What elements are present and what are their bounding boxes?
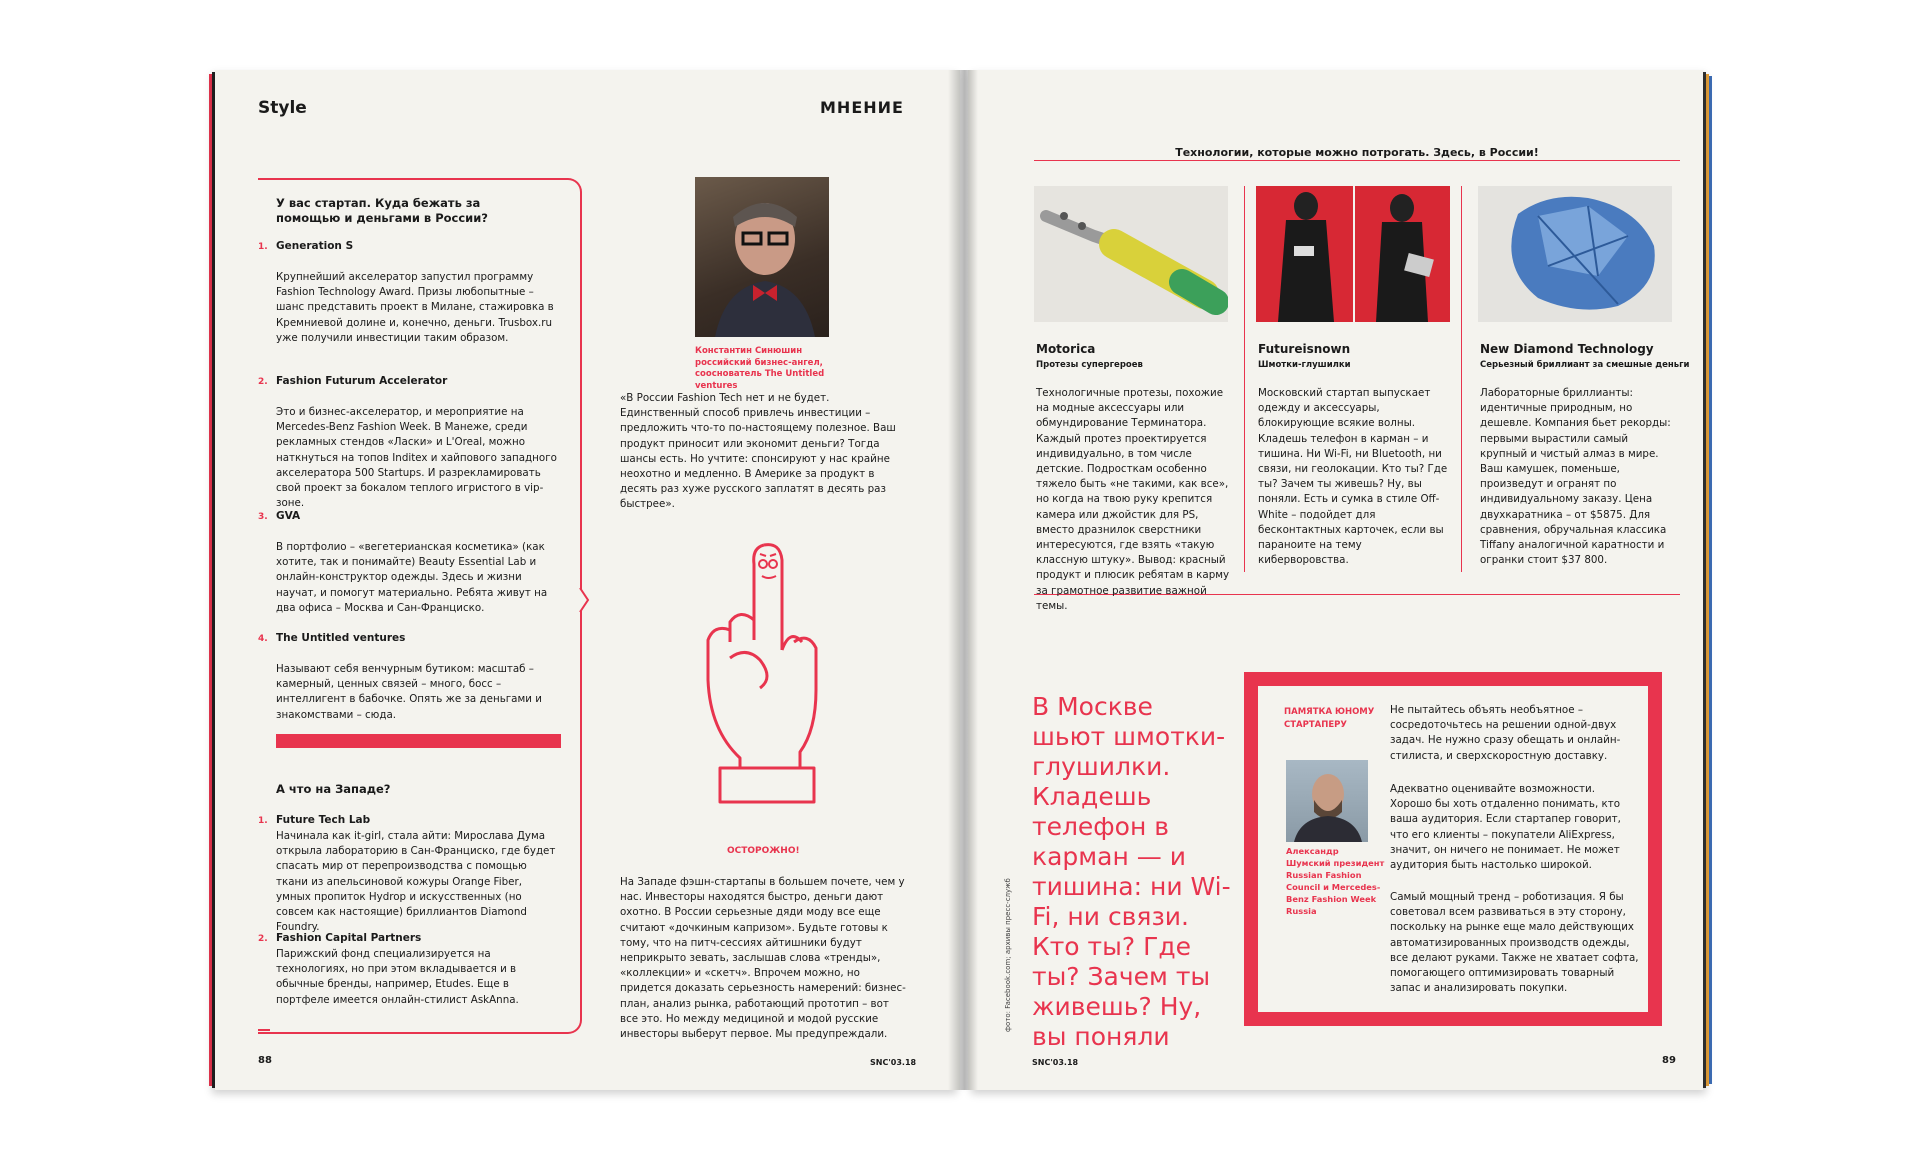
memo-paragraph: Самый мощный тренд – роботизация. Я бы советовал всем развиваться в эту сторону, поскольку на рынке еще мало действующих автоматизированных производств одежды, все делают руками. Также не хватает софта, помогающего оптимизировать товарный запас и анализировать покупки.: [1390, 891, 1639, 995]
item-name: Generation S: [276, 240, 354, 252]
west-list: [258, 814, 563, 1012]
list-number: 4.: [258, 634, 268, 644]
column-divider: [1244, 186, 1245, 572]
product-text: Московский стартап выпускает одежду и аксессуары, блокирующие всякие волны. Кладешь телефон в карман – и тишина. Ни Wi-Fi, ни Bluetooth, ни связи, ни геолокации. Кто ты? Где ты? Зачем ты живешь? Ну, вы поняли. Есть и сумка в стиле Off-White – подойдет для бесконтактных карточек, если вы параноите на тему киберворовства.: [1258, 387, 1448, 567]
item-text: В портфолио – «вегетерианская косметика» (как хотите, так и понимайте) Beauty Essential Lab и онлайн-конструктор одежды. Здесь и жизни научат, и помогут материально. Ребята живут на два офиса – Москва и Сан-Франциско.: [276, 541, 548, 614]
product-name: Futureisnown: [1258, 342, 1351, 356]
memo-title: ПАМЯТКА ЮНОМУ СТАРТАПЕРУ: [1284, 707, 1375, 730]
bracket-foot: [258, 1029, 270, 1031]
futureisnown-image: [1256, 186, 1450, 322]
product-name: Motorica: [1036, 342, 1096, 356]
item-text: Парижский фонд специализируется на технологиях, но при этом вкладывается и в обычные бренды, например, Etudes. Еще в портфеле имеется онлайн-стилист AskAnna.: [276, 948, 519, 1006]
item-name: The Untitled ventures: [276, 632, 406, 644]
item-name: Fashion Capital Partners: [276, 932, 422, 944]
portrait-caption: Константин Синюшин российский бизнес-ангел, сооснователь The Untitled ventures: [695, 346, 825, 391]
product-name: New Diamond Technology: [1480, 342, 1654, 356]
column-divider: [1461, 186, 1462, 572]
page-edge-right-blue: [1709, 76, 1712, 1084]
issue-label-left: SNC'03.18: [870, 1058, 917, 1067]
list-item: [258, 632, 563, 742]
product-tag: Шмотки-глушилки: [1258, 360, 1351, 370]
issue-label-right: SNC'03.18: [1032, 1058, 1079, 1067]
memo-portrait-figure: [1286, 760, 1368, 842]
memo-paragraph: Адекватно оценивайте возможности. Хорошо бы хоть отдаленно понимать, кто ваша аудитория. Если стартапер говорит, что его клиенты – покупатели AliExpress, значит, он ничего не понимает. Не может аудитория быть настолько широкой.: [1390, 783, 1621, 872]
headline-rule: [1034, 160, 1680, 161]
gutter-shadow: [948, 70, 978, 1090]
list-number: 2.: [258, 377, 268, 387]
list-number: 1.: [258, 242, 268, 252]
list-item: [258, 240, 563, 375]
list-number: 3.: [258, 512, 268, 522]
blue-diamond-figure: [1478, 186, 1672, 322]
prosthetic-image: [1034, 186, 1228, 322]
memo-caption: Александр Шумский президент Russian Fashion Council и Mercedes-Benz Fashion Week Russia: [1286, 846, 1385, 916]
list-number: 2.: [258, 934, 268, 944]
memo-paragraph: Не пытайтесь объять необъятное – сосредоточьтесь на решении одной-двух задач. Не нужно сразу обещать и онлайн-стилиста, и сверхскоростную доставку.: [1390, 704, 1621, 762]
item-text: Крупнейший акселератор запустил программу Fashion Technology Award. Призы любопытные – шанс представить проект в Милане, стажировка в Кремниевой долине и, конечно, деньги. Trusbox.ru уже получили инвестиции таким образом.: [276, 271, 554, 344]
item-text: Называют себя венчурным бутиком: масштаб – камерный, ценных связей – много, босс – интеллигент в бабочке. Опять же за деньгами и знакомствами – сюда.: [276, 663, 542, 721]
block1-title: У вас стартап. Куда бежать за помощью и деньгами в России?: [276, 196, 488, 225]
quote-2: На Западе фэшн-стартапы в большем почете, чем у нас. Инвесторы находятся быстро, деньги дают охотно. В России серьезные дяди моду все еще считают «дочкиным капризом». Будьте готовы к тому, что на питч-сессиях айтишники будут неприкрыто зевать, заслышав слова «тренды», «коллекции» и «скетч». Впрочем можно, но придется доказать серьезность намерений: бизнес-план, анализ рынка, работающий прототип – вот все это. Но между медициной и модой русские инвесторы выберут первое. Мы предупреждали.: [620, 876, 906, 1041]
illustration-caption: ОСТОРОЖНО!: [727, 846, 800, 856]
right-headline: Технологии, которые можно потрогать. Здесь, в России!: [1175, 146, 1539, 159]
page-number-right: 89: [1662, 1055, 1676, 1066]
red-divider-bar: [276, 734, 561, 748]
product-tag: Серьезный бриллиант за смешные деньги: [1480, 360, 1690, 370]
item-name: Fashion Futurum Accelerator: [276, 375, 448, 387]
memo-portrait: [1286, 760, 1368, 842]
list-item: [258, 375, 563, 510]
pullquote: В Москве шьют шмотки-глушилки. Кладешь телефон в карман — и тишина: ни Wi-Fi, ни связи. Кто ты? Где ты? Зачем ты живешь? Ну, вы поняли: [1032, 692, 1231, 1051]
list-number: 1.: [258, 816, 268, 826]
list-item: [258, 814, 563, 932]
product-tag: Протезы супергероев: [1036, 360, 1143, 370]
item-name: Future Tech Lab: [276, 814, 371, 826]
product-text: Лабораторные бриллианты: идентичные природным, но дешевле. Компания бьет рекорды: первыми вырастили самый крупный и чистый алмаз в мире. Ваш камушек, поменьше, произведут и огранят по индивидуальному заказу. Цена двухкаратника – от $5875. Для сравнения, обручальная классика Tiffany аналогичной каратности и огранки стоит $37 800.: [1480, 387, 1671, 567]
rubric-label: МНЕНИЕ: [820, 98, 904, 117]
item-text: Это и бизнес-акселератор, и мероприятие на Mercedes-Benz Fashion Week. В Манеже, среди рекламных стендов «Ласки» и L'Oreal, можно наткнуться на топов Inditex и хайпового западного акселератора 500 Startups. И разрекламировать свой проект за бокалом теплого игристого в vip-зоне.: [276, 406, 557, 510]
portrait-figure: [695, 177, 829, 337]
photo-credit: фото: Facebook.com; архивы пресс-служб: [1004, 878, 1012, 1032]
product-text: Технологичные протезы, похожие на модные аксессуары или обмундирование Терминатора. Каждый протез проектируется индивидуально, в том числе детские. Подросткам особенно тяжело быть «не такими, как все», но когда на твою руку крепится камера или джойстик для PS, вместо дразнилок сверстники интересуются, где взять «такую классную штуку». Вывод: красный продукт и плюсик ребятам в карму за грамотное развитие важной темы.: [1036, 387, 1230, 612]
clothing-figures: [1256, 186, 1450, 322]
list-item: [258, 932, 563, 1012]
accelerator-list: [258, 240, 563, 742]
quote-1: «В России Fashion Tech нет и не будет. Единственный способ привлечь инвестиции – предложить что-то по-настоящему полезное. Ваш продукт приносит или экономит деньги? Тогда шансы есть. Но учтите: спонсируют у нас крайне неохотно и медленно. В Америке за продукт в десять раз хуже русского заплатят в десять раз быстрее».: [620, 392, 896, 511]
item-name: GVA: [276, 510, 301, 522]
page-number-left: 88: [258, 1055, 272, 1066]
bracket-notch: [574, 588, 594, 612]
raised-finger-illustration: [690, 530, 830, 810]
section-label: Style: [258, 98, 307, 118]
item-text: Начинала как it-girl, стала айти: Мирослава Дума открыла лабораторию в Сан-Франциско, где будет спасать мир от перепроизводства с помощью ткани из апельсиновой кожуры Orange Fiber, умных пропиток Hydrop и искусственных (но совсем как настоящие) бриллиантов Diamond Foundry.: [276, 830, 556, 934]
portrait-photo: [695, 177, 829, 337]
block2-title: А что на Западе?: [276, 782, 391, 796]
diamond-image: [1478, 186, 1672, 322]
list-item: [258, 510, 563, 632]
prosthetic-arm-figure: [1034, 186, 1228, 322]
